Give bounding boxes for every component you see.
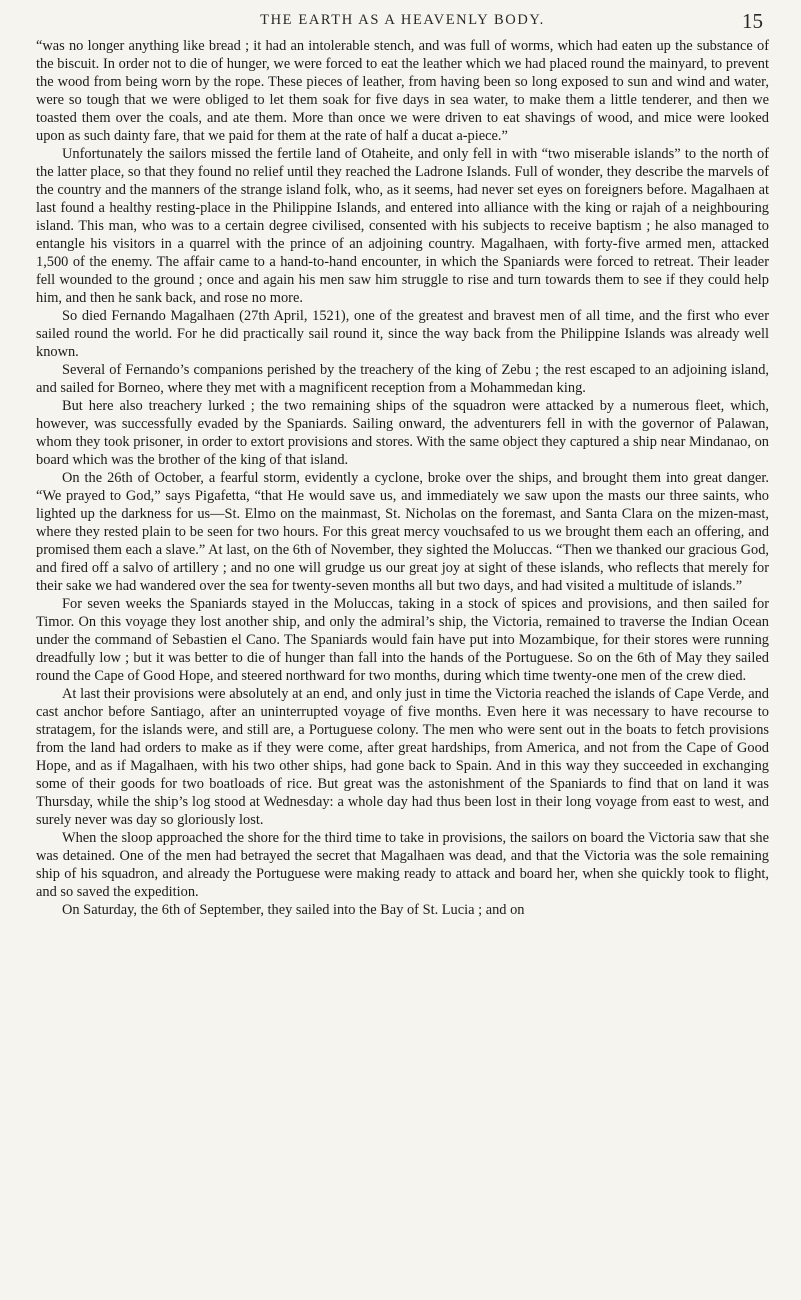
running-head [36,9,769,31]
paragraph: Unfortunately the sailors missed the fertile land of Otaheite, and only fell in with “two miserable islands” to the north of the latter place, so that they found no relief until they reached the Ladrone Islands. Full of wonder, they describe the marvels of the country and the manners of the strange island folk, who, as it seems, had never set eyes on foreigners before. Magalhaen at last found a healthy resting-place in the Philippine Islands, and entered into alliance with the king or rajah of a neighbouring island. This man, who was to a certain degree civilised, consented with his subjects to receive baptism ; he also managed to entangle his visitors in a quarrel with the prince of an adjoining country. Magalhaen, with forty-five armed men, attacked 1,500 of the enemy. The affair came to a hand-to-hand encounter, in which the Spaniards were forced to retreat. Their leader fell wounded to the ground ; once and again his men saw him struggle to rise and turn towards them to see if they could help him, and then he sank back, and rose no more. [36,146,769,306]
paragraph: So died Fernando Magalhaen (27th April, 1521), one of the greatest and bravest men of all time, and the first who ever sailed round the world. For he did practically sail round it, since the way back from the Philippine Islands was already well known. [36,308,769,360]
paragraph: Several of Fernando’s companions perished by the treachery of the king of Zebu ; the rest escaped to an adjoining island, and sailed for Borneo, where they met with a magnificent reception from a Mohammedan king. [36,362,769,396]
paragraph: On the 26th of October, a fearful storm, evidently a cyclone, broke over the ships, and brought them into great danger. “We prayed to God,” says Pigafetta, “that He would save us, and immediately we saw upon the masts our three saints, who lighted up the darkness for us—St. Elmo on the mainmast, St. Nicholas on the foremast, and Santa Clara on the mizen-mast, where they rested plain to be seen for two hours. For this great mercy vouchsafed to us we brought them each an offering, and promised them each a slave.” At last, on the 6th of November, they sighted the Moluccas. “Then we thanked our gracious God, and fired off a salvo of artillery ; and no one will grudge us our great joy at sight of these islands, who reflects that merely for their sake we had wandered over the sea for twenty-seven months all but two days, and had visited a multitude of islands.” [36,470,769,594]
paragraph: When the sloop approached the shore for the third time to take in provisions, the sailors on board the Victoria saw that she was detained. One of the men had betrayed the secret that Magalhaen was dead, and that the Victoria was the sole remaining ship of his squadron, and already the Portuguese were making ready to attack and board her, when she quickly took to flight, and so saved the expedition. [36,830,769,900]
body-text [36,37,769,919]
running-title: THE EARTH AS A HEAVENLY BODY. [260,12,545,28]
paragraph: For seven weeks the Spaniards stayed in the Moluccas, taking in a stock of spices and provisions, and then sailed for Timor. On this voyage they lost another ship, and only the admiral’s ship, the Victoria, remained to traverse the Indian Ocean under the command of Sebastien el Cano. The Spaniards would fain have put into Mozambique, for their stores were running dreadfully low ; but it was better to die of hunger than fall into the hands of the Portuguese. So on the 6th of May they sailed round the Cape of Good Hope, and steered northward for two months, during which time twenty-one men of the crew died. [36,596,769,684]
paragraph: But here also treachery lurked ; the two remaining ships of the squadron were attacked by a numerous fleet, which, however, was successfully evaded by the Spaniards. Sailing onward, the adventurers fell in with the governor of Palawan, whom they took prisoner, in order to extort provisions and stores. With the same object they captured a ship near Mindanao, on board which was the brother of the king of that island. [36,398,769,468]
page-number: 15 [742,9,763,33]
paragraph-continued: “was no longer anything like bread ; it had an intolerable stench, and was full of worms, which had eaten up the substance of the biscuit. In order not to die of hunger, we were forced to eat the leather which we had placed round the mainyard, to prevent the wood from being worn by the rope. These pieces of leather, from having been so long exposed to sun and wind and water, were so tough that we were obliged to let them soak for five days in sea water, to make them a little tenderer, and then we toasted them over the coals, and ate them. More than once we were driven to eat shavings of wood, and mice were looked upon as such dainty fare, that we paid for them at the rate of half a ducat a-piece.” [36,38,769,144]
paragraph: On Saturday, the 6th of September, they sailed into the Bay of St. Lucia ; and on [62,902,525,918]
paragraph: At last their provisions were absolutely at an end, and only just in time the Victoria reached the islands of Cape Verde, and cast anchor before Santiago, after an uninterrupted voyage of five months. Even here it was necessary to have recourse to stratagem, for the islands were, and still are, a Portuguese colony. The men who were sent out in the boats to fetch provisions from the land had orders to make as if they were come, after great hardships, from America, and not from the Cape of Good Hope, and as if Magalhaen, with his two other ships, had gone back to Spain. And in this way they succeeded in exchanging some of their goods for two boatloads of rice. But great was the astonishment of the Spaniards to find that on land it was Thursday, while the ship’s log stood at Wednesday: a whole day had thus been lost in their long voyage from east to west, and surely never was day so gloriously lost. [36,686,769,828]
